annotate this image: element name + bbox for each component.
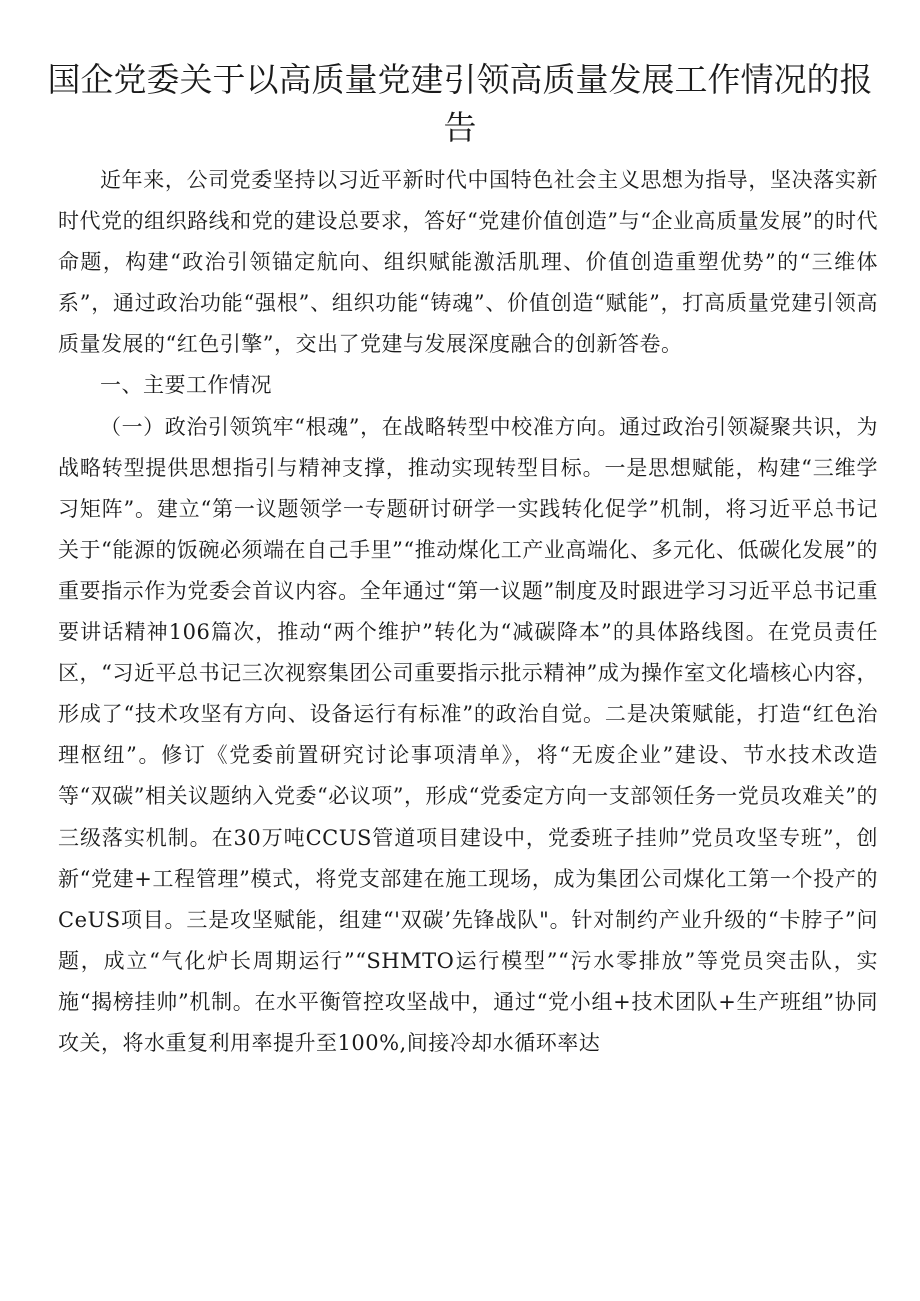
section-paragraph: （一）政治引领筑牢“根魂”，在战略转型中校准方向。通过政治引领凝聚共识，为战略转型提供思想指引与精神支撑，推动实现转型目标。一是思想赋能，构建“三维学习矩阵”。建立“第一议题领学一专题研讨研学一实践转化促学”机制，将习近平总书记关于“能源的饭碗必须端在自己手里”“推动煤化工产业高端化、多元化、低碳化发展”的重要指示作为党委会首议内容。全年通过“第一议题”制度及时跟进学习习近平总书记重要讲话精神106篇次，推动“两个维护”转化为“减碳降本”的具体路线图。在党员责任区，“习近平总书记三次视察集团公司重要指示批示精神”成为操作室文化墙核心内容，形成了“技术攻坚有方向、设备运行有标准”的政治自觉。二是决策赋能，打造“红色治理枢纽”。修订《党委前置研究讨论事项清单》，将“无废企业”建设、节水技术改造等“双碳”相关议题纳入党委“必议项”，形成“党委定方向一支部领任务一党员攻难关”的三级落实机制。在30万吨CCUS管道项目建设中，党委班子挂帅”党员攻坚专班”，创新“党建+工程管理”模式，将党支部建在施工现场，成为集团公司煤化工第一个投产的CeUS项目。三是攻坚赋能，组建“'双碳’先锋战队"。针对制约产业升级的“卡脖子”问题，成立“气化炉长周期运行”“SHMTO运行模型”“污水零排放”等党员突击队，实施“揭榜挂帅”机制。在水平衡管控攻坚战中，通过“党小组+技术团队+生产班组”协同攻关，将水重复利用率提升至100%,间接冷却水循环率达	[58, 414, 878, 1055]
document-body	[58, 160, 878, 1064]
section-heading: 一、主要工作情况	[100, 373, 272, 398]
intro-paragraph: 近年来，公司党委坚持以习近平新时代中国特色社会主义思想为指导，坚决落实新时代党的组织路线和党的建设总要求，答好“党建价值创造”与“企业高质量发展”的时代命题，构建“政治引领锚定航向、组织赋能激活肌理、价值创造重塑优势”的“三维体系”，通过政治功能“强根”、组织功能“铸魂”、价值创造“赋能”，打高质量党建引领高质量发展的“红色引擎”，交出了党建与发展深度融合的创新答卷。	[58, 168, 878, 357]
document-title: 国企党委关于以高质量党建引领高质量发展工作情况的报告	[47, 60, 873, 147]
